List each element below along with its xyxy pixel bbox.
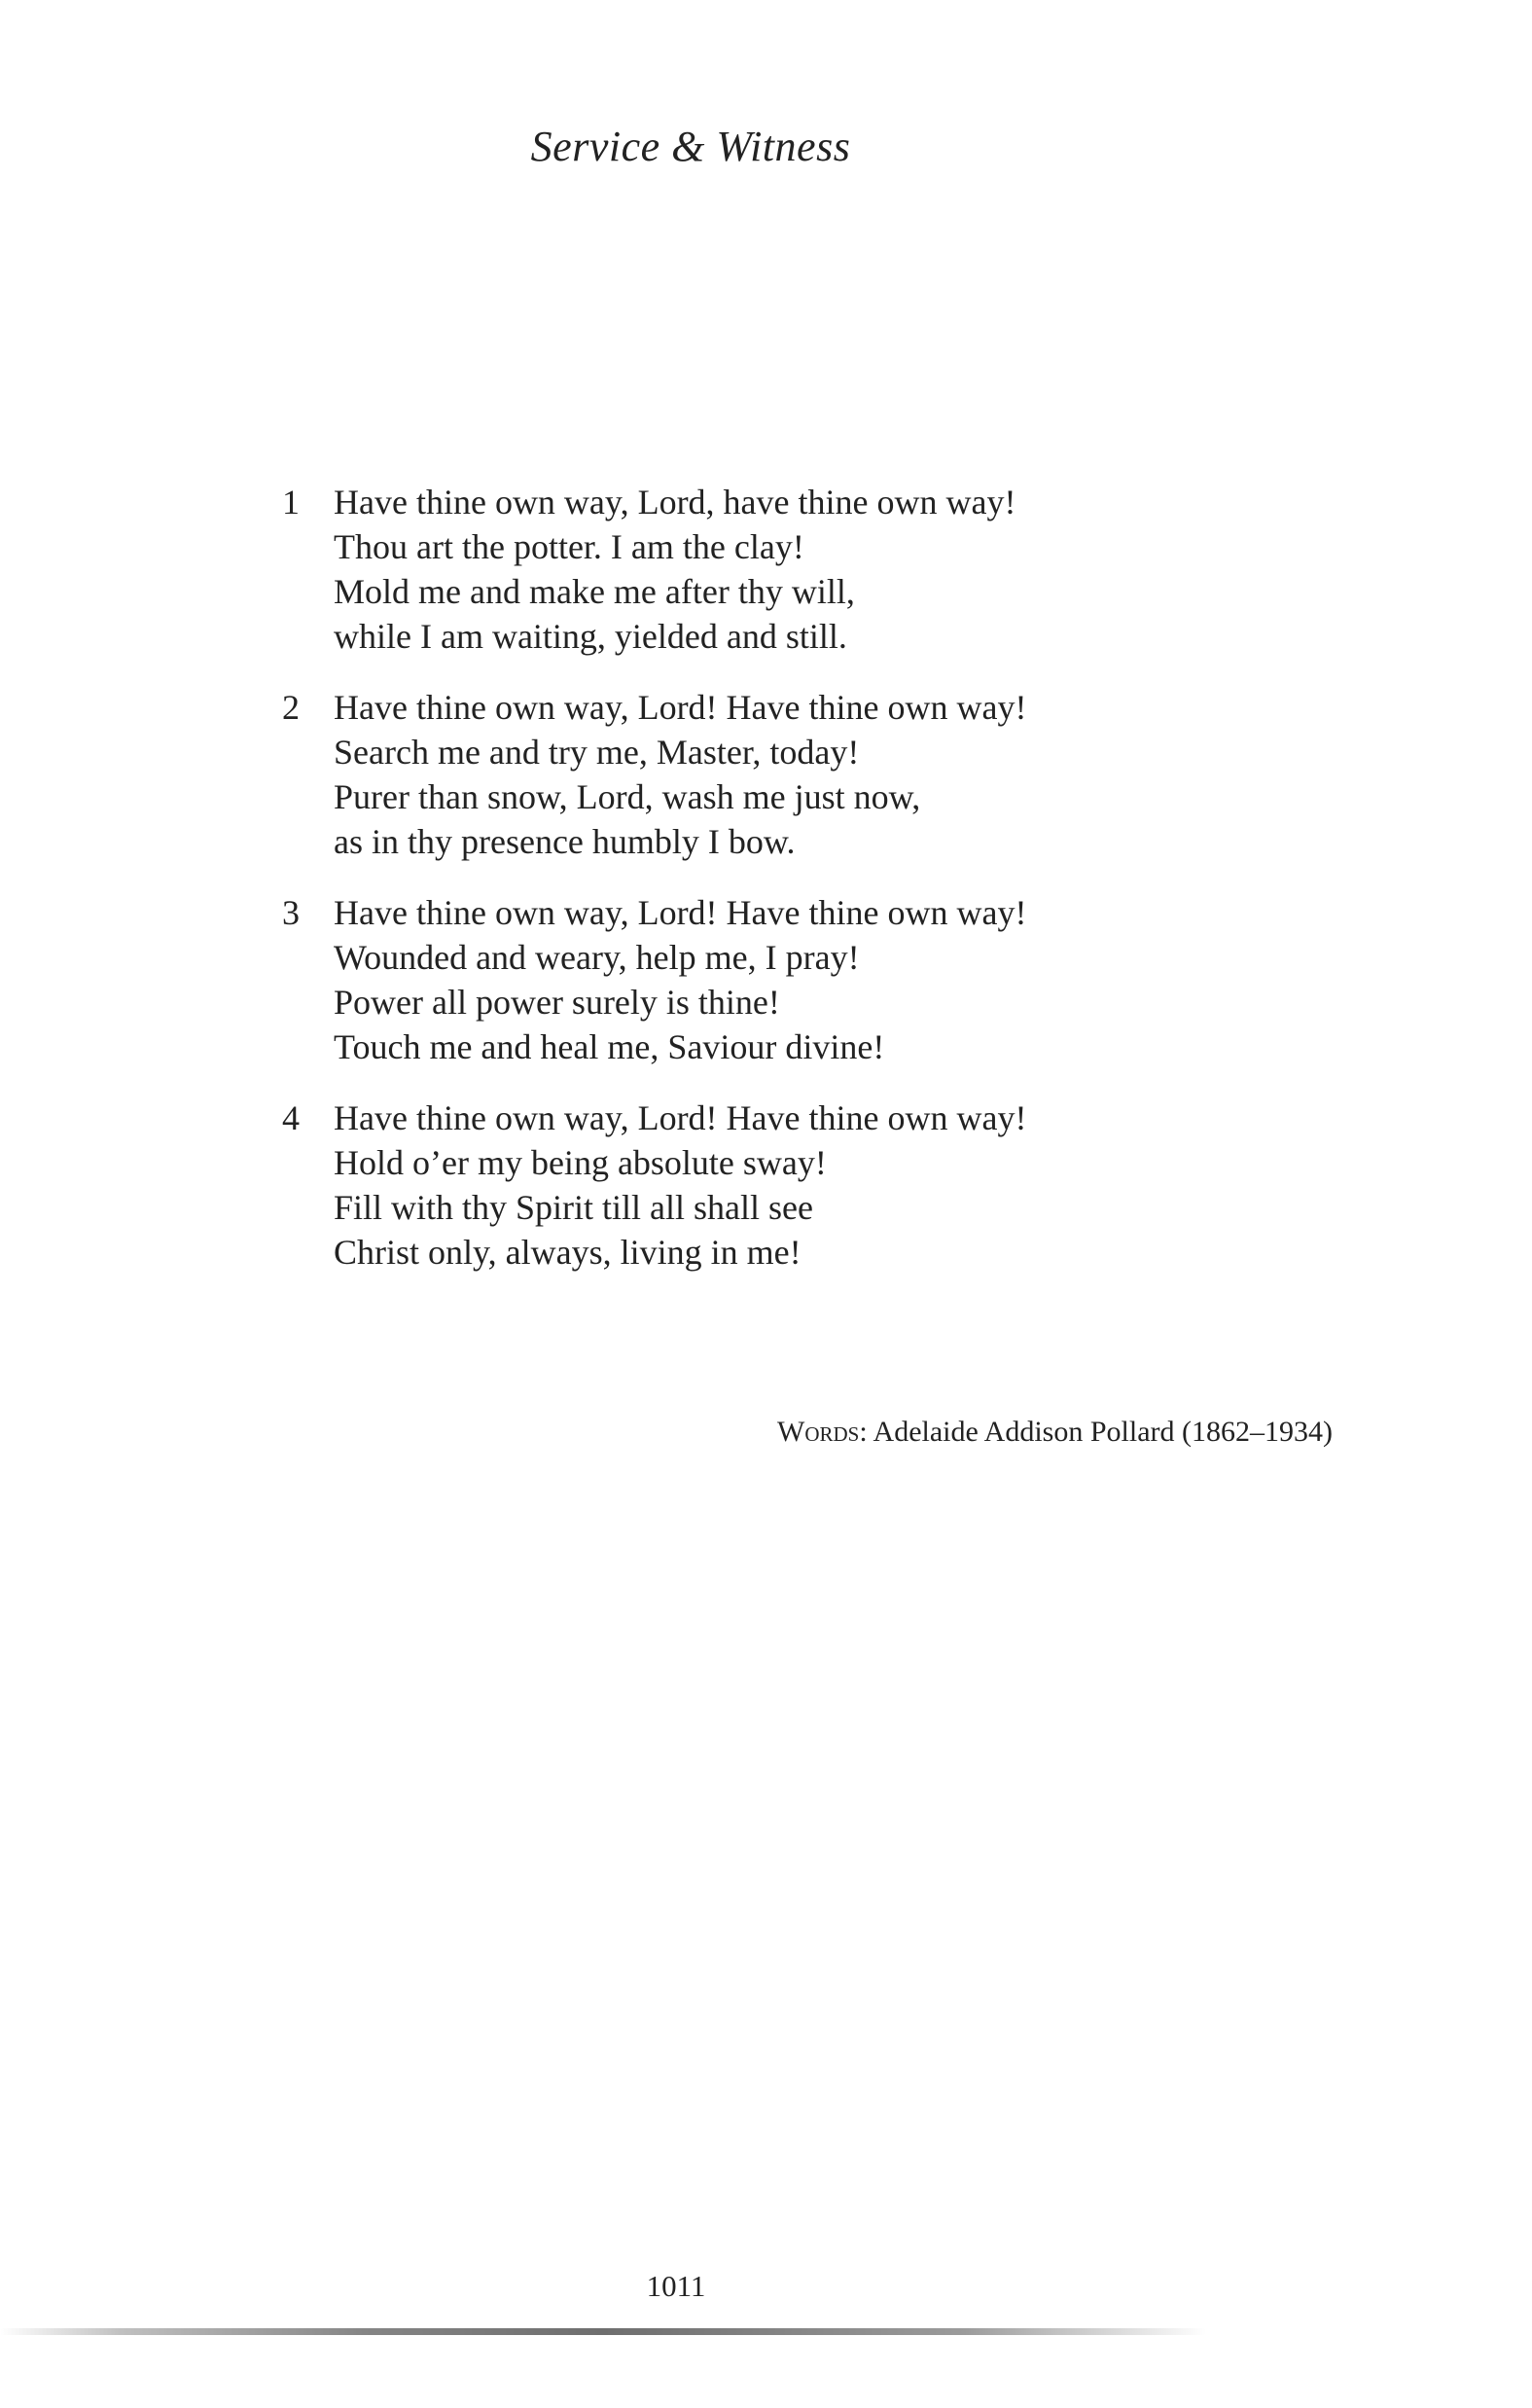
stanza-line: Have thine own way, Lord, have thine own way!: [334, 483, 1016, 521]
stanza-line: while I am waiting, yielded and still.: [334, 617, 847, 656]
stanza-line: Have thine own way, Lord! Have thine own way!: [334, 1098, 1027, 1137]
stanza-line: Wounded and weary, help me, I pray!: [334, 938, 860, 977]
stanza-line: Touch me and heal me, Saviour divine!: [334, 1027, 885, 1066]
stanza-number: 4: [282, 1098, 300, 1137]
stanza-lines: [334, 890, 1352, 1069]
stanza-2: [282, 685, 1352, 864]
words-credit: [777, 1416, 1333, 1449]
stanza-number: 2: [282, 688, 300, 727]
stanza-line: Christ only, always, living in me!: [334, 1233, 802, 1272]
stanza-number: 1: [282, 483, 300, 521]
stanza-lines: [334, 685, 1352, 864]
scan-edge-line: [0, 2328, 1206, 2335]
stanza-line: Power all power surely is thine!: [334, 983, 780, 1022]
stanza-lines: [334, 480, 1352, 659]
stanza-line: Have thine own way, Lord! Have thine own way!: [334, 688, 1027, 727]
stanza-line: Thou art the potter. I am the clay!: [334, 527, 804, 566]
stanza-lines: [334, 1096, 1352, 1275]
stanza-line: Hold o’er my being absolute sway!: [334, 1143, 827, 1182]
hymn-text: [282, 480, 1352, 1301]
stanza-line: as in thy presence humbly I bow.: [334, 822, 796, 861]
stanza-line: Have thine own way, Lord! Have thine own way!: [334, 893, 1027, 932]
stanza-line: Fill with thy Spirit till all shall see: [334, 1188, 813, 1227]
section-title: Service & Witness: [530, 123, 851, 170]
stanza-line: Search me and try me, Master, today!: [334, 733, 860, 772]
page-number: 1011: [646, 2269, 706, 2303]
credit-text: Adelaide Addison Pollard (1862–1934): [873, 1416, 1333, 1448]
stanza-number: 3: [282, 893, 300, 932]
stanza-1: [282, 480, 1352, 659]
stanza-4: [282, 1096, 1352, 1275]
credit-label: Words:: [777, 1416, 868, 1448]
stanza-line: Mold me and make me after thy will,: [334, 572, 855, 611]
stanza-line: Purer than snow, Lord, wash me just now,: [334, 777, 921, 816]
stanza-3: [282, 890, 1352, 1069]
